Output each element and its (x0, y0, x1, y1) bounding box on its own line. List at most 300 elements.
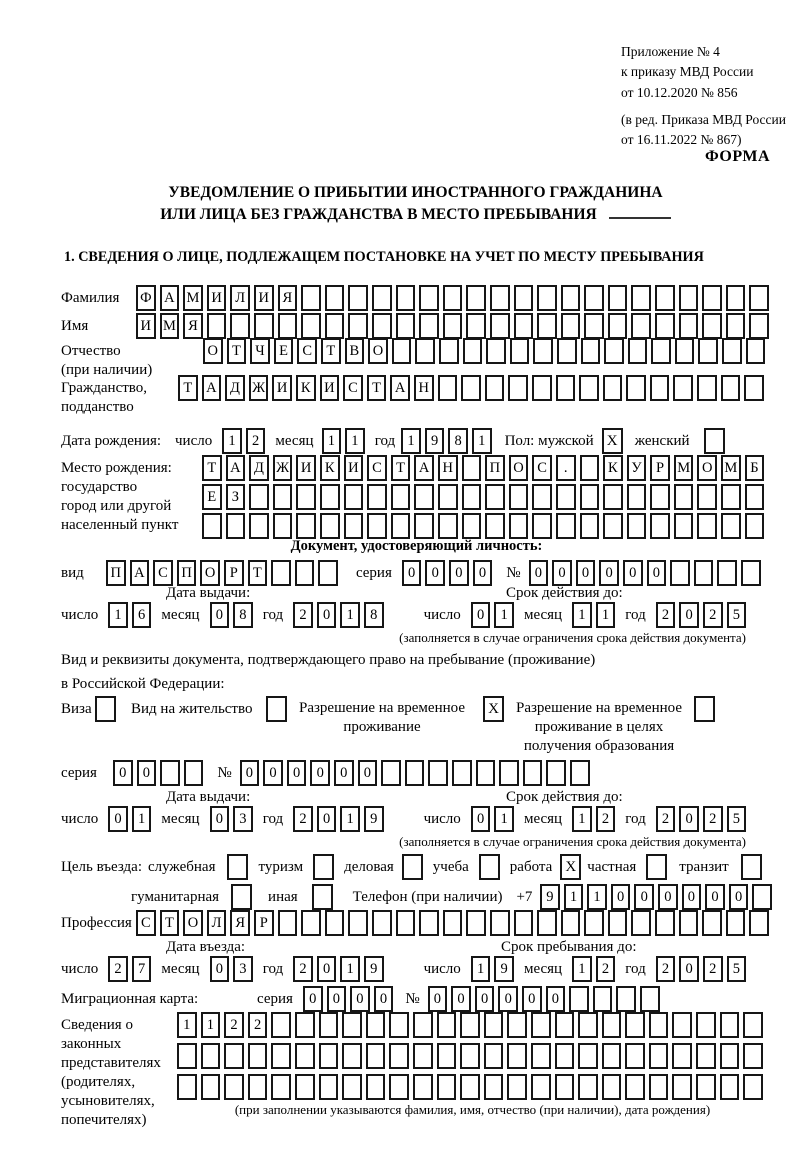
char-cell[interactable] (507, 1012, 527, 1038)
char-cell[interactable]: 0 (263, 760, 283, 786)
char-cell[interactable] (342, 1012, 362, 1038)
char-cell[interactable] (207, 313, 227, 339)
char-cell[interactable]: Я (230, 910, 250, 936)
char-cell[interactable]: 0 (471, 602, 491, 628)
char-cell[interactable] (721, 484, 741, 510)
char-cell[interactable]: 1 (340, 806, 360, 832)
char-cell[interactable]: Я (278, 285, 298, 311)
char-cell[interactable] (201, 1074, 221, 1100)
char-cell[interactable]: . (556, 455, 576, 481)
char-cell[interactable] (460, 1012, 480, 1038)
char-cell[interactable] (674, 484, 694, 510)
char-cell[interactable] (462, 455, 482, 481)
char-cell[interactable]: Ж (249, 375, 269, 401)
char-cell[interactable] (396, 910, 416, 936)
char-cell[interactable]: 1 (340, 956, 360, 982)
char-cell[interactable]: С (532, 455, 552, 481)
checkbox-female[interactable] (704, 428, 725, 454)
char-cell[interactable] (367, 484, 387, 510)
char-cell[interactable] (476, 760, 496, 786)
char-cell[interactable] (319, 1012, 339, 1038)
char-cell[interactable]: 0 (137, 760, 157, 786)
char-cell[interactable] (177, 1043, 197, 1069)
char-cell[interactable] (557, 338, 577, 364)
char-cell[interactable]: 5 (727, 806, 747, 832)
char-cell[interactable]: К (320, 455, 340, 481)
char-cell[interactable] (177, 1074, 197, 1100)
char-cell[interactable] (271, 560, 291, 586)
char-cell[interactable] (490, 910, 510, 936)
char-cell[interactable]: 0 (317, 956, 337, 982)
char-cell[interactable] (746, 338, 766, 364)
char-cell[interactable]: Р (254, 910, 274, 936)
char-cell[interactable]: 0 (529, 560, 549, 586)
issue-day-cells[interactable] (108, 602, 151, 628)
char-cell[interactable]: С (136, 910, 156, 936)
char-cell[interactable] (485, 484, 505, 510)
char-cell[interactable]: 1 (401, 428, 421, 454)
char-cell[interactable] (466, 910, 486, 936)
char-cell[interactable] (555, 1043, 575, 1069)
char-cell[interactable] (616, 986, 636, 1012)
char-cell[interactable] (271, 1012, 291, 1038)
phone-cells[interactable] (540, 884, 772, 910)
char-cell[interactable]: 8 (448, 428, 468, 454)
char-cell[interactable] (509, 484, 529, 510)
char-cell[interactable] (248, 1074, 268, 1100)
char-cell[interactable]: К (296, 375, 316, 401)
char-cell[interactable]: М (160, 313, 180, 339)
patronymic-cells[interactable] (203, 338, 765, 364)
char-cell[interactable]: О (368, 338, 388, 364)
char-cell[interactable] (325, 910, 345, 936)
char-cell[interactable] (271, 1074, 291, 1100)
valid-month-cells[interactable] (572, 806, 615, 832)
char-cell[interactable] (717, 560, 737, 586)
char-cell[interactable] (443, 285, 463, 311)
char-cell[interactable] (342, 1043, 362, 1069)
char-cell[interactable] (249, 484, 269, 510)
char-cell[interactable] (670, 560, 690, 586)
char-cell[interactable]: 2 (656, 956, 676, 982)
char-cell[interactable]: Т (248, 560, 268, 586)
char-cell[interactable]: Я (183, 313, 203, 339)
char-cell[interactable]: 1 (572, 956, 592, 982)
char-cell[interactable] (649, 1012, 669, 1038)
char-cell[interactable]: 0 (374, 986, 394, 1012)
char-cell[interactable]: 0 (679, 956, 699, 982)
char-cell[interactable] (531, 1012, 551, 1038)
char-cell[interactable]: 1 (471, 956, 491, 982)
char-cell[interactable]: 9 (540, 884, 560, 910)
representatives-cells-row1[interactable] (177, 1012, 763, 1038)
char-cell[interactable]: Е (274, 338, 294, 364)
char-cell[interactable] (626, 375, 646, 401)
char-cell[interactable]: А (202, 375, 222, 401)
char-cell[interactable] (463, 338, 483, 364)
char-cell[interactable] (486, 338, 506, 364)
doc-type-cells[interactable] (106, 560, 338, 586)
checkbox-temp-permit-edu[interactable] (694, 696, 715, 722)
char-cell[interactable]: 2 (293, 956, 313, 982)
char-cell[interactable]: В (345, 338, 365, 364)
char-cell[interactable] (743, 1043, 763, 1069)
checkbox-visa[interactable] (95, 696, 116, 722)
birth-place-cells-row1[interactable] (202, 455, 764, 481)
checkbox-other[interactable] (312, 884, 333, 910)
char-cell[interactable] (578, 1043, 598, 1069)
char-cell[interactable] (649, 1043, 669, 1069)
char-cell[interactable] (507, 1074, 527, 1100)
char-cell[interactable]: И (136, 313, 156, 339)
char-cell[interactable]: 2 (293, 602, 313, 628)
char-cell[interactable]: 1 (494, 602, 514, 628)
char-cell[interactable]: П (177, 560, 197, 586)
char-cell[interactable] (438, 375, 458, 401)
char-cell[interactable] (278, 910, 298, 936)
char-cell[interactable] (419, 313, 439, 339)
char-cell[interactable] (508, 375, 528, 401)
char-cell[interactable] (325, 285, 345, 311)
char-cell[interactable]: А (414, 455, 434, 481)
char-cell[interactable]: С (153, 560, 173, 586)
char-cell[interactable] (679, 313, 699, 339)
char-cell[interactable] (301, 285, 321, 311)
char-cell[interactable]: 0 (647, 560, 667, 586)
char-cell[interactable] (672, 1012, 692, 1038)
char-cell[interactable] (625, 1012, 645, 1038)
char-cell[interactable]: 0 (210, 602, 230, 628)
char-cell[interactable]: А (160, 285, 180, 311)
char-cell[interactable] (443, 313, 463, 339)
char-cell[interactable] (561, 910, 581, 936)
char-cell[interactable] (696, 1043, 716, 1069)
char-cell[interactable]: О (200, 560, 220, 586)
char-cell[interactable]: 0 (334, 760, 354, 786)
char-cell[interactable] (697, 484, 717, 510)
char-cell[interactable]: 0 (658, 884, 678, 910)
birth-day-cells[interactable] (222, 428, 265, 454)
char-cell[interactable] (484, 1074, 504, 1100)
char-cell[interactable]: 2 (703, 806, 723, 832)
char-cell[interactable] (295, 1012, 315, 1038)
char-cell[interactable]: 2 (224, 1012, 244, 1038)
char-cell[interactable]: 0 (358, 760, 378, 786)
char-cell[interactable] (419, 910, 439, 936)
char-cell[interactable]: Д (225, 375, 245, 401)
char-cell[interactable]: 1 (201, 1012, 221, 1038)
char-cell[interactable]: О (203, 338, 223, 364)
char-cell[interactable]: 0 (498, 986, 518, 1012)
char-cell[interactable]: 2 (596, 806, 616, 832)
birth-month-cells[interactable] (322, 428, 365, 454)
char-cell[interactable] (372, 285, 392, 311)
char-cell[interactable] (537, 910, 557, 936)
residence-number-cells[interactable] (240, 760, 590, 786)
char-cell[interactable]: П (106, 560, 126, 586)
char-cell[interactable]: 0 (428, 986, 448, 1012)
char-cell[interactable] (570, 760, 590, 786)
char-cell[interactable] (578, 1074, 598, 1100)
char-cell[interactable]: 0 (113, 760, 133, 786)
char-cell[interactable]: Т (160, 910, 180, 936)
char-cell[interactable]: 9 (425, 428, 445, 454)
char-cell[interactable]: Н (414, 375, 434, 401)
char-cell[interactable]: 2 (703, 956, 723, 982)
char-cell[interactable]: О (183, 910, 203, 936)
char-cell[interactable] (342, 1074, 362, 1100)
char-cell[interactable] (537, 285, 557, 311)
migration-number-cells[interactable] (428, 986, 660, 1012)
char-cell[interactable] (625, 1074, 645, 1100)
char-cell[interactable] (655, 313, 675, 339)
char-cell[interactable] (603, 484, 623, 510)
char-cell[interactable]: 0 (473, 560, 493, 586)
char-cell[interactable] (389, 1043, 409, 1069)
surname-cells[interactable] (136, 285, 769, 311)
char-cell[interactable]: Н (438, 455, 458, 481)
char-cell[interactable]: 6 (132, 602, 152, 628)
char-cell[interactable] (507, 1043, 527, 1069)
char-cell[interactable] (602, 1074, 622, 1100)
char-cell[interactable] (348, 285, 368, 311)
char-cell[interactable]: 0 (471, 806, 491, 832)
char-cell[interactable] (461, 375, 481, 401)
char-cell[interactable]: 1 (572, 806, 592, 832)
checkbox-transit[interactable] (741, 854, 762, 880)
char-cell[interactable] (224, 1074, 244, 1100)
char-cell[interactable] (561, 313, 581, 339)
char-cell[interactable] (650, 375, 670, 401)
char-cell[interactable] (673, 375, 693, 401)
char-cell[interactable]: 1 (222, 428, 242, 454)
char-cell[interactable] (437, 1012, 457, 1038)
char-cell[interactable]: Т (367, 375, 387, 401)
char-cell[interactable] (224, 1043, 244, 1069)
char-cell[interactable] (631, 910, 651, 936)
char-cell[interactable] (640, 986, 660, 1012)
char-cell[interactable] (318, 560, 338, 586)
representatives-cells-row2[interactable] (177, 1043, 763, 1069)
char-cell[interactable]: И (296, 455, 316, 481)
char-cell[interactable]: Т (321, 338, 341, 364)
char-cell[interactable] (569, 986, 589, 1012)
char-cell[interactable]: С (297, 338, 317, 364)
char-cell[interactable] (296, 484, 316, 510)
char-cell[interactable]: М (721, 455, 741, 481)
char-cell[interactable]: 0 (350, 986, 370, 1012)
char-cell[interactable] (696, 1074, 716, 1100)
char-cell[interactable]: 0 (552, 560, 572, 586)
char-cell[interactable] (608, 313, 628, 339)
char-cell[interactable] (579, 375, 599, 401)
char-cell[interactable]: 1 (108, 602, 128, 628)
char-cell[interactable]: 0 (327, 986, 347, 1012)
char-cell[interactable]: 1 (596, 602, 616, 628)
char-cell[interactable]: 0 (705, 884, 725, 910)
char-cell[interactable] (419, 285, 439, 311)
char-cell[interactable]: 7 (132, 956, 152, 982)
char-cell[interactable] (372, 910, 392, 936)
char-cell[interactable] (254, 313, 274, 339)
birth-year-cells[interactable] (401, 428, 491, 454)
char-cell[interactable] (584, 313, 604, 339)
char-cell[interactable]: 0 (475, 986, 495, 1012)
char-cell[interactable]: 0 (611, 884, 631, 910)
char-cell[interactable] (437, 1074, 457, 1100)
char-cell[interactable]: 5 (727, 602, 747, 628)
char-cell[interactable] (697, 375, 717, 401)
char-cell[interactable]: 0 (310, 760, 330, 786)
valid-day-cells[interactable] (471, 602, 514, 628)
char-cell[interactable] (672, 1043, 692, 1069)
char-cell[interactable] (295, 1074, 315, 1100)
stay-month-cells[interactable] (572, 956, 615, 982)
checkbox-private[interactable] (646, 854, 667, 880)
entry-year-cells[interactable] (293, 956, 383, 982)
char-cell[interactable] (413, 1012, 433, 1038)
char-cell[interactable] (675, 338, 695, 364)
char-cell[interactable] (679, 910, 699, 936)
char-cell[interactable]: 0 (210, 956, 230, 982)
char-cell[interactable]: 1 (345, 428, 365, 454)
char-cell[interactable]: 0 (522, 986, 542, 1012)
char-cell[interactable]: 0 (240, 760, 260, 786)
char-cell[interactable] (405, 760, 425, 786)
char-cell[interactable] (672, 1074, 692, 1100)
char-cell[interactable] (523, 760, 543, 786)
char-cell[interactable] (460, 1074, 480, 1100)
char-cell[interactable]: И (254, 285, 274, 311)
char-cell[interactable] (702, 285, 722, 311)
char-cell[interactable] (602, 1043, 622, 1069)
char-cell[interactable]: 1 (472, 428, 492, 454)
char-cell[interactable] (627, 484, 647, 510)
char-cell[interactable] (651, 338, 671, 364)
char-cell[interactable]: Т (178, 375, 198, 401)
char-cell[interactable]: М (183, 285, 203, 311)
char-cell[interactable] (749, 313, 769, 339)
char-cell[interactable] (499, 760, 519, 786)
char-cell[interactable]: 0 (623, 560, 643, 586)
char-cell[interactable] (744, 375, 764, 401)
char-cell[interactable] (366, 1043, 386, 1069)
char-cell[interactable]: 2 (656, 806, 676, 832)
char-cell[interactable]: У (627, 455, 647, 481)
char-cell[interactable] (649, 1074, 669, 1100)
representatives-cells-row3[interactable] (177, 1074, 763, 1100)
char-cell[interactable]: 9 (364, 956, 384, 982)
char-cell[interactable] (726, 285, 746, 311)
char-cell[interactable] (628, 338, 648, 364)
char-cell[interactable]: 0 (729, 884, 749, 910)
char-cell[interactable] (366, 1012, 386, 1038)
checkbox-residence-permit[interactable] (266, 696, 287, 722)
char-cell[interactable] (389, 1012, 409, 1038)
char-cell[interactable] (344, 484, 364, 510)
char-cell[interactable] (490, 285, 510, 311)
char-cell[interactable] (752, 884, 772, 910)
char-cell[interactable] (749, 910, 769, 936)
char-cell[interactable]: 0 (682, 884, 702, 910)
char-cell[interactable]: З (226, 484, 246, 510)
checkbox-tourism[interactable] (313, 854, 334, 880)
char-cell[interactable]: 0 (449, 560, 469, 586)
char-cell[interactable] (720, 1043, 740, 1069)
char-cell[interactable] (462, 484, 482, 510)
char-cell[interactable] (201, 1043, 221, 1069)
issue-year-cells[interactable] (293, 602, 383, 628)
char-cell[interactable] (655, 285, 675, 311)
char-cell[interactable] (466, 313, 486, 339)
issue-year-cells[interactable] (293, 806, 383, 832)
char-cell[interactable] (271, 1043, 291, 1069)
char-cell[interactable] (604, 338, 624, 364)
char-cell[interactable] (439, 338, 459, 364)
char-cell[interactable] (555, 1012, 575, 1038)
char-cell[interactable] (348, 313, 368, 339)
char-cell[interactable] (702, 313, 722, 339)
issue-month-cells[interactable] (210, 602, 253, 628)
char-cell[interactable] (319, 1043, 339, 1069)
char-cell[interactable]: 0 (425, 560, 445, 586)
char-cell[interactable]: 2 (703, 602, 723, 628)
char-cell[interactable] (580, 484, 600, 510)
char-cell[interactable]: 0 (679, 806, 699, 832)
char-cell[interactable] (696, 1012, 716, 1038)
char-cell[interactable]: 0 (108, 806, 128, 832)
char-cell[interactable] (301, 910, 321, 936)
char-cell[interactable]: 0 (210, 806, 230, 832)
char-cell[interactable]: 3 (233, 956, 253, 982)
char-cell[interactable]: 2 (596, 956, 616, 982)
char-cell[interactable] (248, 1043, 268, 1069)
char-cell[interactable]: 2 (108, 956, 128, 982)
char-cell[interactable] (741, 560, 761, 586)
char-cell[interactable]: 0 (599, 560, 619, 586)
char-cell[interactable]: 1 (322, 428, 342, 454)
char-cell[interactable]: Р (224, 560, 244, 586)
char-cell[interactable] (514, 910, 534, 936)
char-cell[interactable]: 0 (451, 986, 471, 1012)
migration-series-cells[interactable] (303, 986, 393, 1012)
char-cell[interactable]: 1 (587, 884, 607, 910)
char-cell[interactable] (184, 760, 204, 786)
char-cell[interactable] (301, 313, 321, 339)
char-cell[interactable]: Б (745, 455, 765, 481)
char-cell[interactable]: 2 (293, 806, 313, 832)
char-cell[interactable] (278, 313, 298, 339)
char-cell[interactable] (160, 760, 180, 786)
char-cell[interactable]: А (226, 455, 246, 481)
char-cell[interactable]: 1 (177, 1012, 197, 1038)
profession-cells[interactable] (136, 910, 769, 936)
stay-day-cells[interactable] (471, 956, 514, 982)
checkbox-work[interactable]: X (560, 854, 581, 880)
char-cell[interactable]: Д (249, 455, 269, 481)
char-cell[interactable] (452, 760, 472, 786)
char-cell[interactable] (372, 313, 392, 339)
char-cell[interactable]: И (344, 455, 364, 481)
char-cell[interactable]: С (343, 375, 363, 401)
char-cell[interactable] (490, 313, 510, 339)
char-cell[interactable] (466, 285, 486, 311)
char-cell[interactable] (720, 1074, 740, 1100)
char-cell[interactable] (484, 1043, 504, 1069)
char-cell[interactable]: 0 (546, 986, 566, 1012)
char-cell[interactable]: Т (227, 338, 247, 364)
char-cell[interactable] (537, 313, 557, 339)
